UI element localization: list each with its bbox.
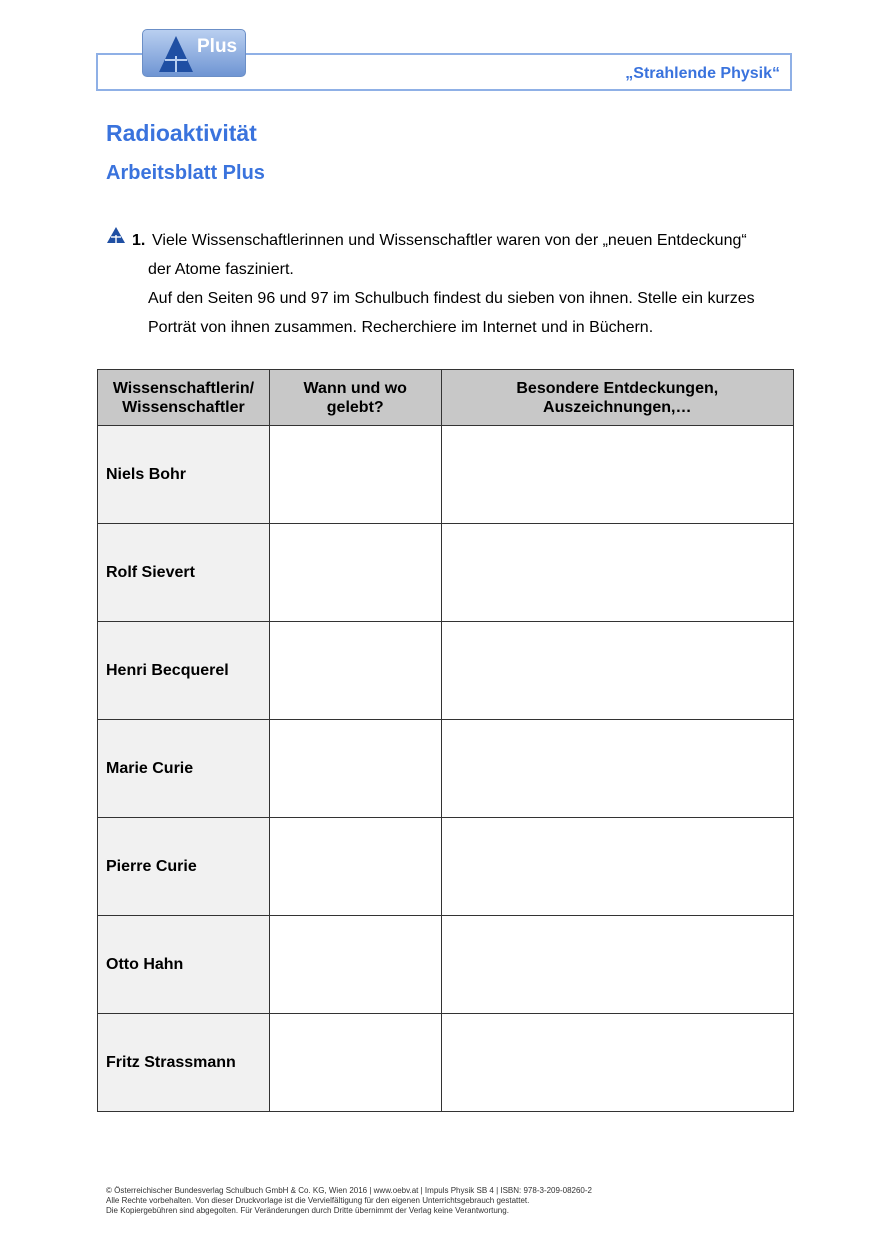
page-title: Radioaktivität xyxy=(106,120,257,146)
scientist-name: Henri Becquerel xyxy=(98,622,270,720)
table-row xyxy=(98,426,794,524)
footer-line: © Österreichischer Bundesverlag Schulbuch GmbH & Co. KG, Wien 2016 | www.oebv.at | Impuls Physik SB 4 | ISBN: 978-3-209-08260-2 xyxy=(106,1186,592,1195)
when-where-cell[interactable] xyxy=(269,426,441,524)
discoveries-cell[interactable] xyxy=(441,524,793,622)
discoveries-cell[interactable] xyxy=(441,720,793,818)
discoveries-cell[interactable] xyxy=(441,916,793,1014)
task-line: Porträt von ihnen zusammen. Recherchiere im Internet und in Büchern. xyxy=(148,319,654,336)
logo-text: Plus xyxy=(197,36,238,57)
header-line: Wann und wo xyxy=(303,380,407,397)
header-when-where xyxy=(269,370,441,426)
when-where-cell[interactable] xyxy=(269,622,441,720)
table-row xyxy=(98,622,794,720)
header-line: Auszeichnungen,… xyxy=(543,399,692,416)
when-where-cell[interactable] xyxy=(269,916,441,1014)
discoveries-cell[interactable] xyxy=(441,622,793,720)
table-row xyxy=(98,1014,794,1112)
plus-logo xyxy=(142,29,246,77)
discoveries-cell[interactable] xyxy=(441,426,793,524)
triangle-logo-icon xyxy=(157,34,195,74)
task-line: Auf den Seiten 96 und 97 im Schulbuch findest du sieben von ihnen. Stelle ein kurzes xyxy=(148,290,755,307)
discoveries-cell[interactable] xyxy=(441,818,793,916)
footer-line: Alle Rechte vorbehalten. Von dieser Druckvorlage ist die Vervielfältigung für den eigenen Unterrichtsgebrauch gestattet. xyxy=(106,1196,530,1205)
task-line: Viele Wissenschaftlerinnen und Wissenschaftler waren von der „neuen Entdeckung“ xyxy=(152,232,747,249)
task-text xyxy=(148,226,808,342)
scientist-name: Otto Hahn xyxy=(98,916,270,1014)
table-row xyxy=(98,720,794,818)
table-row xyxy=(98,524,794,622)
copyright-footer xyxy=(106,1186,592,1216)
header-subject: „Strahlende Physik“ xyxy=(625,65,780,82)
table-row xyxy=(98,916,794,1014)
header-line: gelebt? xyxy=(326,399,384,416)
when-where-cell[interactable] xyxy=(269,1014,441,1112)
table-header-row xyxy=(98,370,794,426)
page-subtitle: Arbeitsblatt Plus xyxy=(106,162,265,184)
when-where-cell[interactable] xyxy=(269,818,441,916)
scientist-name: Marie Curie xyxy=(98,720,270,818)
scientists-table xyxy=(97,369,794,1112)
header-scientist xyxy=(98,370,270,426)
header-line: Wissenschaftlerin/ xyxy=(112,380,255,397)
table-row xyxy=(98,818,794,916)
triangle-plus-icon xyxy=(106,226,126,244)
discoveries-cell[interactable] xyxy=(441,1014,793,1112)
scientist-name: Pierre Curie xyxy=(98,818,270,916)
task-line: der Atome fasziniert. xyxy=(148,261,294,278)
footer-line: Die Kopiergebühren sind abgegolten. Für Veränderungen durch Dritte übernimmt der Verlag keine Verantwortung. xyxy=(106,1206,509,1215)
header-line: Besondere Entdeckungen, xyxy=(516,380,719,397)
when-where-cell[interactable] xyxy=(269,720,441,818)
scientist-name: Fritz Strassmann xyxy=(98,1014,270,1112)
scientist-name: Niels Bohr xyxy=(98,426,270,524)
task-number: 1. xyxy=(132,232,146,249)
when-where-cell[interactable] xyxy=(269,524,441,622)
header-discoveries xyxy=(441,370,793,426)
header-line: Wissenschaftler xyxy=(122,399,245,416)
scientist-name: Rolf Sievert xyxy=(98,524,270,622)
